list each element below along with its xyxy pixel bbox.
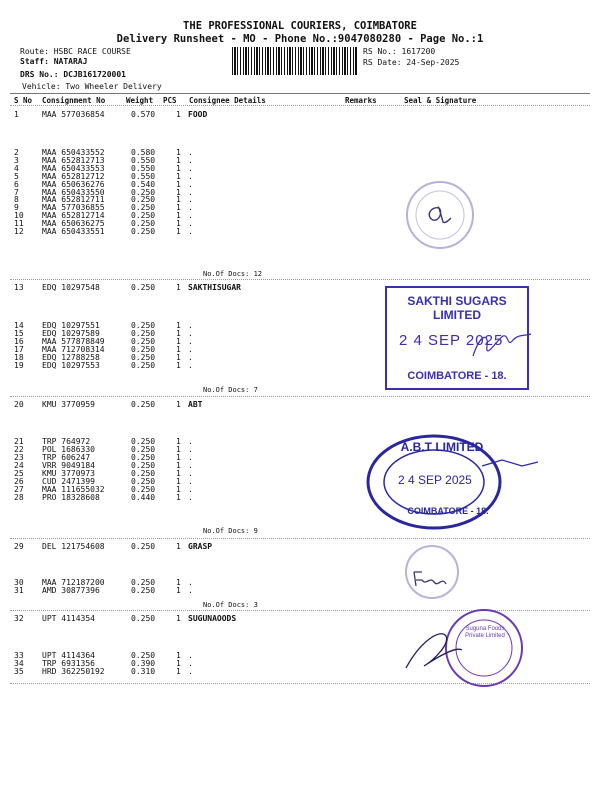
group-separator [10, 538, 590, 539]
cell-sno: 29 [14, 542, 24, 551]
cell-details: ABT [188, 400, 203, 409]
cell-pcs: 1 [176, 659, 181, 668]
table-row [0, 586, 600, 595]
cell-details: . [188, 227, 193, 236]
cell-wt: 0.250 [131, 477, 156, 486]
cell-cons: MAA 712708314 [42, 345, 105, 354]
abt-stamp-name: A.B.T LIMITED [400, 440, 484, 454]
cell-cons: MAA 650636275 [42, 219, 105, 228]
cell-details: . [188, 493, 193, 502]
cell-pcs: 1 [176, 400, 181, 409]
cell-cons: MAA 650433553 [42, 164, 105, 173]
cell-sno: 32 [14, 614, 24, 623]
cell-sno: 24 [14, 461, 24, 470]
cell-wt: 0.250 [131, 361, 156, 370]
purple-circle-stamp [395, 172, 485, 262]
cell-sno: 28 [14, 493, 24, 502]
docs-count: No.Of Docs: 9 [203, 527, 258, 535]
cell-cons: EDQ 10297553 [42, 361, 100, 370]
header-bottom-rule [10, 105, 590, 106]
cell-sno: 27 [14, 485, 24, 494]
cell-pcs: 1 [176, 283, 181, 292]
cell-details: . [188, 445, 193, 454]
cell-sno: 20 [14, 400, 24, 409]
cell-pcs: 1 [176, 578, 181, 587]
col-weight: Weight [126, 96, 154, 105]
cell-pcs: 1 [176, 477, 181, 486]
company-title: THE PROFESSIONAL COURIERS, COIMBATORE [183, 20, 417, 32]
cell-details: . [188, 164, 193, 173]
cell-cons: MAA 650433550 [42, 188, 105, 197]
col-pcs: PCS [163, 96, 177, 105]
cell-sno: 30 [14, 578, 24, 587]
cell-sno: 18 [14, 353, 24, 362]
header-top-rule [10, 93, 590, 94]
cell-cons: MAA 712187200 [42, 578, 105, 587]
cell-wt: 0.250 [131, 188, 156, 197]
cell-cons: UPT 4114364 [42, 651, 95, 660]
group-separator [10, 279, 590, 280]
barcode-image [232, 47, 358, 75]
cell-cons: POL 1686330 [42, 445, 95, 454]
cell-wt: 0.250 [131, 227, 156, 236]
cell-wt: 0.250 [131, 203, 156, 212]
cell-cons: MAA 650636276 [42, 180, 105, 189]
cell-pcs: 1 [176, 469, 181, 478]
docs-count: No.Of Docs: 12 [203, 270, 263, 278]
cell-sno: 19 [14, 361, 24, 370]
cell-cons: KMU 3770959 [42, 400, 95, 409]
cell-sno: 11 [14, 219, 24, 228]
table-row [0, 542, 600, 551]
cell-sno: 15 [14, 329, 24, 338]
cell-details: . [188, 477, 193, 486]
cell-cons: KMU 3770973 [42, 469, 95, 478]
cell-pcs: 1 [176, 614, 181, 623]
col-sno: S No [14, 96, 33, 105]
cell-cons: EDQ 10297548 [42, 283, 100, 292]
cell-sno: 22 [14, 445, 24, 454]
cell-sno: 6 [14, 180, 19, 189]
cell-wt: 0.570 [131, 110, 156, 119]
cell-details: . [188, 353, 193, 362]
cell-sno: 4 [14, 164, 19, 173]
cell-wt: 0.250 [131, 400, 156, 409]
cell-cons: AMD 30877396 [42, 586, 100, 595]
cell-pcs: 1 [176, 329, 181, 338]
cell-pcs: 1 [176, 172, 181, 181]
cell-sno: 5 [14, 172, 19, 181]
cell-pcs: 1 [176, 667, 181, 676]
cell-details: . [188, 211, 193, 220]
cell-cons: MAA 652812711 [42, 195, 105, 204]
cell-details: . [188, 437, 193, 446]
cell-wt: 0.250 [131, 461, 156, 470]
cell-wt: 0.250 [131, 578, 156, 587]
cell-pcs: 1 [176, 321, 181, 330]
cell-sno: 2 [14, 148, 19, 157]
cell-pcs: 1 [176, 211, 181, 220]
cell-sno: 26 [14, 477, 24, 486]
table-row [0, 110, 600, 119]
cell-wt: 0.250 [131, 542, 156, 551]
cell-wt: 0.250 [131, 469, 156, 478]
cell-pcs: 1 [176, 542, 181, 551]
cell-pcs: 1 [176, 203, 181, 212]
cell-pcs: 1 [176, 188, 181, 197]
cell-sno: 9 [14, 203, 19, 212]
cell-sno: 12 [14, 227, 24, 236]
vehicle-label: Vehicle: Two Wheeler Delivery [22, 82, 162, 91]
cell-details: . [188, 578, 193, 587]
cell-wt: 0.250 [131, 345, 156, 354]
abt-stamp-city: COIMBATORE - 18. [407, 506, 489, 516]
cell-details: . [188, 337, 193, 346]
cell-wt: 0.250 [131, 219, 156, 228]
cell-pcs: 1 [176, 361, 181, 370]
grasp-stamp [400, 542, 470, 604]
cell-cons: TRP 764972 [42, 437, 91, 446]
cell-pcs: 1 [176, 493, 181, 502]
cell-cons: MAA 652812714 [42, 211, 105, 220]
table-row [0, 227, 600, 236]
staff-label: Staff: NATARAJ [20, 57, 88, 66]
cell-cons: UPT 4114354 [42, 614, 95, 623]
cell-pcs: 1 [176, 345, 181, 354]
cell-sno: 7 [14, 188, 19, 197]
cell-wt: 0.440 [131, 493, 156, 502]
cell-wt: 0.250 [131, 485, 156, 494]
cell-details: . [188, 469, 193, 478]
cell-cons: MAA 650433552 [42, 148, 105, 157]
cell-details: . [188, 219, 193, 228]
cell-cons: CUD 2471399 [42, 477, 95, 486]
cell-sno: 8 [14, 195, 19, 204]
cell-pcs: 1 [176, 148, 181, 157]
abt-stamp-date: 2 4 SEP 2025 [398, 473, 472, 487]
cell-wt: 0.250 [131, 614, 156, 623]
suguna-foods-stamp [400, 606, 530, 692]
cell-wt: 0.250 [131, 651, 156, 660]
cell-pcs: 1 [176, 453, 181, 462]
cell-wt: 0.250 [131, 445, 156, 454]
cell-cons: PRO 18328608 [42, 493, 100, 502]
cell-wt: 0.250 [131, 453, 156, 462]
cell-cons: EDQ 12788258 [42, 353, 100, 362]
cell-wt: 0.250 [131, 211, 156, 220]
cell-sno: 13 [14, 283, 24, 292]
cell-pcs: 1 [176, 586, 181, 595]
cell-details: . [188, 667, 193, 676]
rs-date: RS Date: 24-Sep-2025 [363, 58, 460, 67]
cell-wt: 0.250 [131, 195, 156, 204]
cell-cons: TRP 606247 [42, 453, 91, 462]
cell-sno: 10 [14, 211, 24, 220]
cell-pcs: 1 [176, 156, 181, 165]
cell-details: . [188, 461, 193, 470]
docs-count: No.Of Docs: 3 [203, 601, 258, 609]
col-remarks: Remarks [345, 96, 377, 105]
rs-number: RS No.: 1617200 [363, 47, 436, 56]
cell-wt: 0.390 [131, 659, 156, 668]
docs-count: No.Of Docs: 7 [203, 386, 258, 394]
cell-pcs: 1 [176, 195, 181, 204]
cell-pcs: 1 [176, 180, 181, 189]
drs-label: DRS No.: DCJB161720001 [20, 70, 126, 79]
cell-details: . [188, 361, 193, 370]
cell-details: . [188, 195, 193, 204]
cell-cons: MAA 652812712 [42, 172, 105, 181]
cell-pcs: 1 [176, 437, 181, 446]
cell-pcs: 1 [176, 219, 181, 228]
col-seal: Seal & Signature [404, 96, 477, 105]
cell-pcs: 1 [176, 445, 181, 454]
cell-wt: 0.540 [131, 180, 156, 189]
cell-pcs: 1 [176, 337, 181, 346]
cell-details: . [188, 172, 193, 181]
cell-wt: 0.250 [131, 329, 156, 338]
cell-details: FOOD [188, 110, 208, 119]
cell-pcs: 1 [176, 651, 181, 660]
cell-details: . [188, 203, 193, 212]
group-separator [10, 396, 590, 397]
cell-sno: 33 [14, 651, 24, 660]
cell-wt: 0.550 [131, 164, 156, 173]
col-consignment: Consignment No [42, 96, 106, 105]
table-row [0, 400, 600, 409]
cell-cons: EDQ 10297551 [42, 321, 100, 330]
cell-wt: 0.580 [131, 148, 156, 157]
cell-cons: MAA 652812713 [42, 156, 105, 165]
cell-details: SAKTHISUGAR [188, 283, 241, 292]
cell-sno: 3 [14, 156, 19, 165]
cell-wt: 0.550 [131, 156, 156, 165]
cell-cons: DEL 121754608 [42, 542, 105, 551]
cell-details: . [188, 156, 193, 165]
cell-pcs: 1 [176, 485, 181, 494]
cell-details: . [188, 453, 193, 462]
cell-details: SUGUNAOODS [188, 614, 237, 623]
cell-cons: MAA 577878849 [42, 337, 105, 346]
cell-sno: 35 [14, 667, 24, 676]
cell-cons: EDQ 10297589 [42, 329, 100, 338]
cell-details: . [188, 329, 193, 338]
cell-sno: 23 [14, 453, 24, 462]
cell-details: . [188, 180, 193, 189]
cell-sno: 1 [14, 110, 19, 119]
cell-sno: 25 [14, 469, 24, 478]
cell-cons: MAA 577036855 [42, 203, 105, 212]
cell-wt: 0.310 [131, 667, 156, 676]
route-label: Route: HSBC RACE COURSE [20, 47, 131, 56]
cell-sno: 17 [14, 345, 24, 354]
cell-sno: 31 [14, 586, 24, 595]
cell-pcs: 1 [176, 227, 181, 236]
cell-cons: MAA 650433551 [42, 227, 105, 236]
cell-wt: 0.250 [131, 437, 156, 446]
cell-sno: 16 [14, 337, 24, 346]
cell-details: . [188, 321, 193, 330]
cell-cons: TRP 6931356 [42, 659, 95, 668]
cell-details: . [188, 659, 193, 668]
cell-details: . [188, 485, 193, 494]
cell-details: . [188, 651, 193, 660]
sakthi-sugars-stamp: SAKTHI SUGARS LIMITED 2 4 SEP 2025 COIMBATORE - 18. [385, 286, 529, 390]
cell-details: . [188, 586, 193, 595]
cell-cons: MAA 111655032 [42, 485, 105, 494]
cell-wt: 0.250 [131, 337, 156, 346]
cell-details: . [188, 345, 193, 354]
cell-details: . [188, 148, 193, 157]
col-consignee: Consignee Details [189, 96, 266, 105]
cell-sno: 21 [14, 437, 24, 446]
cell-details: . [188, 188, 193, 197]
cell-pcs: 1 [176, 164, 181, 173]
cell-cons: VRR 9049184 [42, 461, 95, 470]
cell-details: GRASP [188, 542, 213, 551]
cell-cons: HRD 362250192 [42, 667, 105, 676]
cell-wt: 0.250 [131, 586, 156, 595]
cell-sno: 34 [14, 659, 24, 668]
cell-wt: 0.550 [131, 172, 156, 181]
cell-sno: 14 [14, 321, 24, 330]
cell-wt: 0.250 [131, 283, 156, 292]
cell-wt: 0.250 [131, 321, 156, 330]
cell-cons: MAA 577036854 [42, 110, 105, 119]
suguna-stamp-text: Suguna Foods Private Limited [465, 626, 505, 639]
runsheet-title: Delivery Runsheet - MO - Phone No.:9047080280 - Page No.:1 [116, 33, 484, 45]
cell-wt: 0.250 [131, 353, 156, 362]
cell-pcs: 1 [176, 110, 181, 119]
cell-pcs: 1 [176, 461, 181, 470]
cell-pcs: 1 [176, 353, 181, 362]
